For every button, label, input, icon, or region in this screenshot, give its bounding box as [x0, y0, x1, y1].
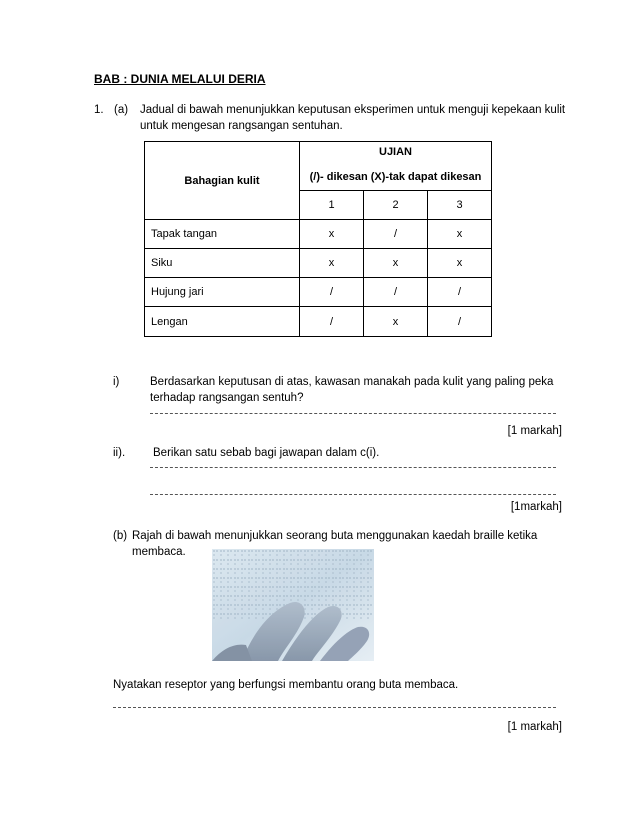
test-number-2: 2	[364, 191, 428, 220]
header-skin-part: Bahagian kulit	[145, 142, 300, 220]
result-cell: x	[300, 249, 364, 278]
q-i-label: i)	[113, 376, 120, 388]
skin-part-cell: Hujung jari	[145, 278, 300, 307]
result-cell: /	[428, 307, 492, 337]
question-number: 1.	[94, 104, 104, 116]
test-number-3: 3	[428, 191, 492, 220]
answer-line[interactable]	[113, 707, 556, 708]
part-b-marks: [1 markah]	[507, 721, 562, 733]
q-i-line2: terhadap rangsangan sentuh?	[150, 392, 304, 404]
part-b-label: (b)	[113, 530, 128, 542]
result-cell: /	[300, 278, 364, 307]
q-i-marks: [1 markah]	[507, 425, 562, 437]
chapter-title: BAB : DUNIA MELALUI DERIA	[94, 72, 266, 86]
part-a-label: (a)	[114, 104, 129, 116]
q-i-line1: Berdasarkan keputusan di atas, kawasan manakah pada kulit yang paling peka	[150, 376, 554, 388]
braille-photo-icon	[212, 549, 374, 661]
header-ujian	[300, 142, 492, 191]
part-b-line2: membaca.	[132, 546, 186, 558]
answer-line[interactable]	[150, 413, 556, 414]
test-number-1: 1	[300, 191, 364, 220]
results-table	[144, 141, 492, 337]
part-a-line1: Jadual di bawah menunjukkan keputusan eksperimen untuk menguji kepekaan kulit	[140, 104, 566, 116]
table-row	[145, 249, 492, 278]
result-cell: x	[364, 307, 428, 337]
skin-part-cell: Siku	[145, 249, 300, 278]
part-b-line1: Rajah di bawah menunjukkan seorang buta menggunakan kaedah braille ketika	[132, 530, 538, 542]
q-ii-label: ii).	[113, 447, 126, 459]
result-cell: x	[300, 220, 364, 249]
part-a-line2: untuk mengesan rangsangan sentuhan.	[140, 120, 343, 132]
result-cell: /	[300, 307, 364, 337]
q-ii-line1: Berikan satu sebab bagi jawapan dalam c(i).	[153, 447, 380, 459]
braille-reading-photo	[212, 549, 374, 661]
table-row	[145, 220, 492, 249]
table-row	[145, 307, 492, 337]
part-b-question: Nyatakan reseptor yang berfungsi membantu orang buta membaca.	[113, 679, 459, 691]
skin-part-cell: Tapak tangan	[145, 220, 300, 249]
result-cell: x	[428, 249, 492, 278]
header-group: UJIAN	[379, 146, 413, 158]
q-ii-marks: [1markah]	[510, 501, 562, 513]
result-cell: x	[364, 249, 428, 278]
answer-line[interactable]	[150, 494, 556, 495]
table-row	[145, 278, 492, 307]
header-sub: (/)- dikesan (X)-tak dapat dikesan	[309, 171, 482, 183]
result-cell: /	[364, 220, 428, 249]
answer-line[interactable]	[150, 467, 556, 468]
skin-part-cell: Lengan	[145, 307, 300, 337]
result-cell: /	[428, 278, 492, 307]
result-cell: /	[364, 278, 428, 307]
result-cell: x	[428, 220, 492, 249]
